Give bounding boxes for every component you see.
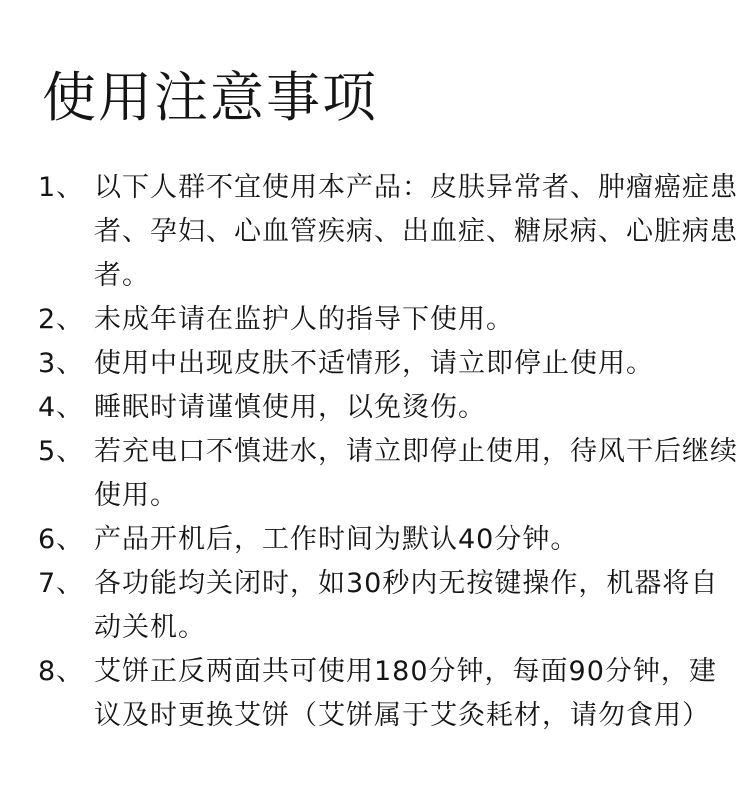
page-title: 使用注意事项 (42, 66, 378, 129)
note-text: 以下人群不宜使用本产品：皮肤异常者、肿瘤癌症患者、孕妇、心血管疾病、出血症、糖尿病、心脏病患者。 (94, 172, 738, 291)
note-number: 1、 (38, 172, 85, 203)
note-text: 各功能均关闭时，如30秒内无按键操作，机器将自动关机。 (94, 568, 719, 643)
note-item-3 (38, 342, 738, 386)
usage-notes-list (38, 166, 738, 738)
note-text: 未成年请在监护人的指导下使用。 (94, 304, 514, 335)
note-number: 3、 (38, 348, 85, 379)
note-item-6 (38, 518, 738, 562)
note-item-8 (38, 650, 738, 738)
note-number: 2、 (38, 304, 85, 335)
note-number: 5、 (38, 436, 85, 467)
note-text: 使用中出现皮肤不适情形，请立即停止使用。 (94, 348, 654, 379)
note-number: 6、 (38, 524, 85, 555)
note-item-7 (38, 562, 738, 650)
note-item-1 (38, 166, 738, 298)
note-item-2 (38, 298, 738, 342)
note-text: 艾饼正反两面共可使用180分钟，每面90分钟，建议及时更换艾饼（艾饼属于艾灸耗材，请勿食用） (94, 656, 717, 731)
note-number: 7、 (38, 568, 85, 599)
note-number: 4、 (38, 392, 85, 423)
note-item-4 (38, 386, 738, 430)
note-text: 若充电口不慎进水，请立即停止使用，待风干后继续使用。 (94, 436, 738, 511)
note-text: 睡眠时请谨慎使用，以免烫伤。 (94, 392, 486, 423)
note-item-5 (38, 430, 738, 518)
note-number: 8、 (38, 656, 85, 687)
note-text: 产品开机后，工作时间为默认40分钟。 (94, 524, 579, 555)
